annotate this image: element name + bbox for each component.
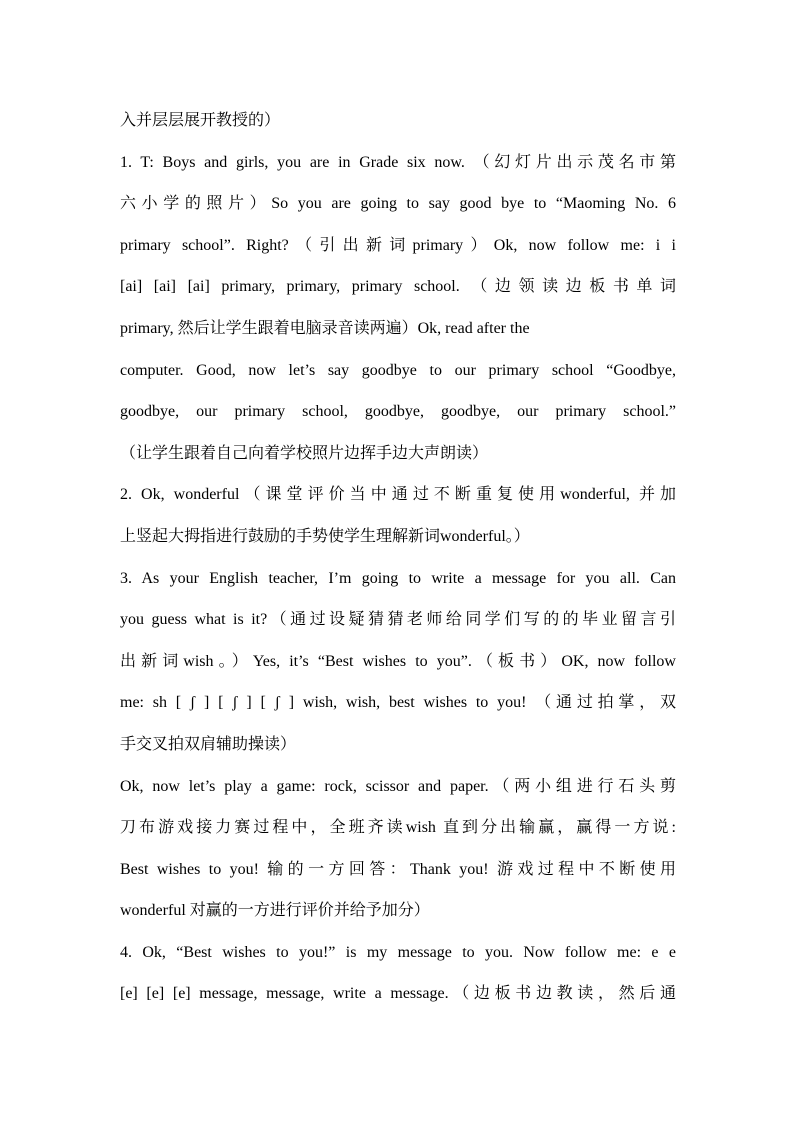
text-line-21: 4. Ok, “Best wishes to you!” is my message to you. Now follow me: e e	[120, 943, 676, 961]
text-line-2: 1. T: Boys and girls, you are in Grade six now. （幻灯片出示茂名市第	[120, 153, 676, 171]
text-line-19: Best wishes to you! 输的一方回答：Thank you! 游戏过程中不断使用	[120, 860, 676, 878]
text-line-20: wonderful 对赢的一方进行评价并给予加分）	[120, 902, 430, 920]
text-line-18: 刀布游戏接力赛过程中，全班齐读wish 直到分出输赢，赢得一方说:	[120, 819, 676, 837]
text-line-4: primary school”. Right?（引出新词primary）Ok, now follow me: i i	[120, 236, 676, 254]
text-line-22: [e] [e] [e] message, message, write a message.（边板书边教读，然后通	[120, 985, 676, 1003]
text-line-13: you guess what is it?（通过设疑猜猜老师给同学们写的的毕业留言引	[120, 611, 676, 629]
text-line-14: 出新词wish。）Yes, it’s “Best wishes to you”.（板书）OK, now follow	[120, 652, 676, 670]
text-line-8: goodbye, our primary school, goodbye, goodbye, our primary school.”	[120, 403, 676, 421]
text-line-15: me: sh [ ʃ ] [ ʃ ] [ ʃ ] wish, wish, best wishes to you! （通过拍掌，双	[120, 694, 676, 712]
text-line-10: 2. Ok, wonderful（课堂评价当中通过不断重复使用wonderful, 并加	[120, 486, 676, 504]
text-line-3: 六小学的照片）So you are going to say good bye to “Maoming No. 6	[120, 195, 676, 213]
text-line-9: （让学生跟着自己向着学校照片边挥手边大声朗读）	[120, 444, 489, 462]
text-line-11: 上竖起大拇指进行鼓励的手势使学生理解新词wonderful。）	[120, 527, 530, 545]
text-line-12: 3. As your English teacher, I’m going to write a message for you all. Can	[120, 569, 676, 587]
text-line-16: 手交叉拍双肩辅助操读）	[120, 735, 297, 753]
text-line-1: 入并层层展开教授的）	[120, 112, 281, 129]
body-text	[120, 100, 676, 1015]
text-line-5: [ai] [ai] [ai] primary, primary, primary school. （边领读边板书单词	[120, 278, 676, 296]
text-line-17: Ok, now let’s play a game: rock, scissor and paper.（两小组进行石头剪	[120, 777, 676, 795]
text-line-7: computer. Good, now let’s say goodbye to our primary school “Goodbye,	[120, 361, 676, 379]
text-line-6: primary, 然后让学生跟着电脑录音读两遍）Ok, read after the	[120, 319, 530, 337]
